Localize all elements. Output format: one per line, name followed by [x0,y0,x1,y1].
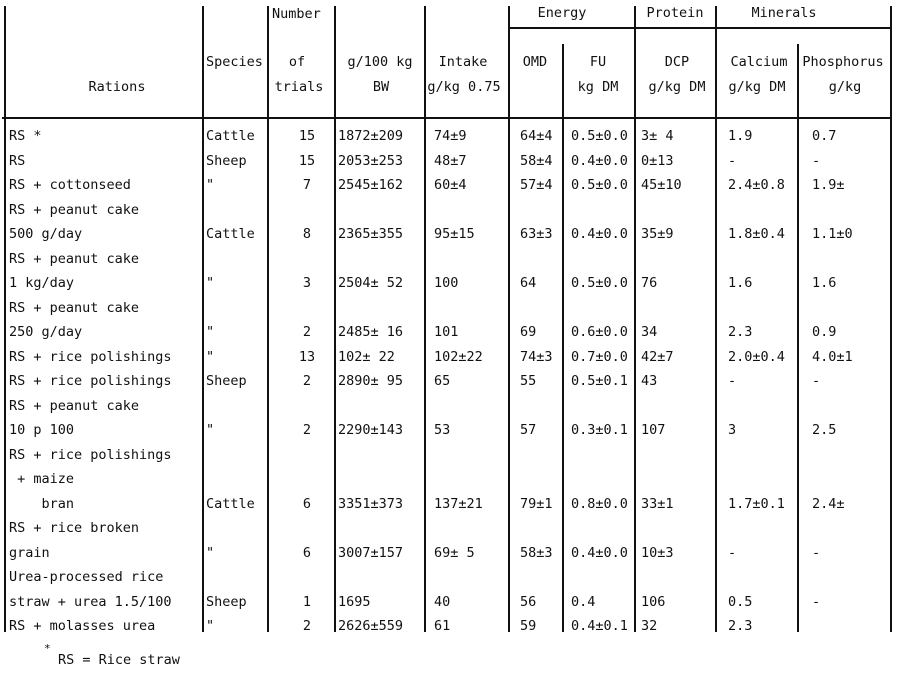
col-rule-fu [562,44,564,632]
cell-intake: 61 [434,618,451,634]
cell-dcp: 3± 4 [641,128,674,144]
cell-phosphorus: - [812,544,821,561]
cell-ration: RS + cottonseed [9,177,131,193]
cell-bw: 3007±157 [338,544,404,561]
cell-omd: 63±3 [520,226,553,242]
footnote-star: * [44,642,51,655]
header-fu-top: FU [589,54,607,70]
cell-species: Cattle [206,128,255,144]
cell-ration: 1 kg/day [9,275,75,291]
cell-ration: Urea-processed rice [9,569,164,585]
cell-bw: 2365±355 [338,226,404,242]
cell-species: " [206,324,215,340]
cell-trials: 2 [302,422,312,438]
cell-omd: 55 [520,373,537,389]
cell-intake: 101 [434,324,459,340]
header-omd: OMD [522,54,548,70]
cell-intake: 69± 5 [434,544,475,561]
cell-trials: 2 [302,324,312,340]
cell-ration: RS + rice polishings [9,373,172,389]
cell-intake: 53 [434,422,451,438]
cell-trials: 6 [302,544,312,561]
header-of: of [288,54,306,70]
cell-species: Cattle [206,495,255,512]
cell-phosphorus: 0.7 [812,128,837,144]
cell-calcium: 1.6 [728,275,753,291]
col-rule-species [202,6,204,632]
cell-intake: 100 [434,275,459,291]
header-bw-top: g/100 kg [347,54,413,70]
cell-species: " [206,177,215,193]
cell-trials: 15 [298,152,316,169]
cell-fu: 0.4±0.1 [571,618,628,634]
cell-phosphorus: 2.4± [812,495,845,512]
footnote-text: RS = Rice straw [58,652,180,668]
cell-bw: 3351±373 [338,495,404,512]
cell-calcium: - [728,544,737,561]
cell-bw: 2053±253 [338,152,404,169]
cell-fu: 0.7±0.0 [571,348,628,365]
cell-calcium: 2.3 [728,618,753,634]
cell-bw: 2290±143 [338,422,404,438]
cell-omd: 58±4 [520,152,553,169]
cell-ration: 10 p 100 [9,422,75,438]
cell-fu: 0.8±0.0 [571,495,628,512]
cell-trials: 1 [302,593,312,610]
cell-phosphorus: 4.0±1 [812,348,853,365]
cell-phosphorus: - [812,593,821,610]
header-calcium-bottom: g/kg DM [728,79,786,95]
cell-omd: 74±3 [520,348,553,365]
cell-bw: 102± 22 [338,348,395,365]
cell-omd: 57±4 [520,177,553,193]
col-rule-phosphorus [797,44,799,632]
cell-dcp: 0±13 [641,152,674,169]
cell-omd: 79±1 [520,495,553,512]
col-rule-trials [267,6,269,632]
cell-omd: 69 [520,324,537,340]
col-rule-right [890,6,892,632]
cell-bw: 2890± 95 [338,373,404,389]
cell-fu: 0.3±0.1 [571,422,628,438]
cell-intake: 48±7 [434,152,467,169]
cell-dcp: 34 [641,324,658,340]
cell-ration: grain [9,544,50,561]
cell-dcp: 35±9 [641,226,674,242]
header-dcp-bottom: g/kg DM [648,79,706,95]
cell-dcp: 43 [641,373,658,389]
header-fu-bottom: kg DM [577,79,619,95]
cell-omd: 64 [520,275,537,291]
cell-trials: 13 [298,348,316,365]
cell-dcp: 32 [641,618,658,634]
cell-dcp: 107 [641,422,666,438]
cell-ration: RS + rice broken [9,520,140,536]
cell-species: " [206,544,215,561]
cell-fu: 0.4±0.0 [571,544,628,561]
cell-fu: 0.5±0.0 [571,177,628,193]
cell-ration: RS [9,152,26,169]
header-calcium-top: Calcium [730,54,788,70]
cell-phosphorus: 0.9 [812,324,837,340]
cell-calcium: 2.0±0.4 [728,348,785,365]
cell-calcium: 0.5 [728,593,753,610]
cell-omd: 64±4 [520,128,553,144]
cell-fu: 0.5±0.0 [571,275,628,291]
cell-phosphorus: 1.6 [812,275,837,291]
energy-group-rule [510,27,890,29]
header-phosphorus-bottom: g/kg [828,79,862,95]
cell-intake: 95±15 [434,226,475,242]
cell-trials: 6 [302,495,312,512]
cell-ration: RS + peanut cake [9,250,140,267]
cell-intake: 40 [434,593,451,610]
cell-trials: 15 [298,128,316,144]
cell-omd: 56 [520,593,537,610]
cell-bw: 2626±559 [338,618,404,634]
col-rule-omd [508,6,510,632]
cell-bw: 1695 [338,593,371,610]
cell-fu: 0.5±0.1 [571,373,628,389]
cell-intake: 60±4 [434,177,467,193]
cell-trials: 3 [302,275,312,291]
col-rule-dcp [634,6,636,632]
header-energy: Energy [537,5,587,21]
cell-trials: 8 [302,226,312,242]
header-phosphorus-top: Phosphorus [802,54,884,70]
cell-bw: 2504± 52 [338,275,404,291]
cell-fu: 0.4±0.0 [571,152,628,169]
cell-trials: 7 [302,177,312,193]
cell-ration: RS + peanut cake [9,299,140,316]
cell-phosphorus: - [812,152,821,169]
cell-dcp: 10±3 [641,544,674,561]
cell-species: " [206,275,215,291]
cell-ration: RS + peanut cake [9,201,140,218]
cell-bw: 1872±209 [338,128,404,144]
cell-species: Sheep [206,373,247,389]
header-trials: trials [274,79,324,95]
cell-fu: 0.5±0.0 [571,128,628,144]
header-bw-bottom: BW [372,79,390,95]
header-species: Species [206,54,263,70]
cell-ration: RS + rice polishings [9,446,172,463]
cell-bw: 2485± 16 [338,324,404,340]
header-intake-top: Intake [438,54,488,70]
col-rule-bw [334,6,336,632]
cell-calcium: - [728,373,737,389]
cell-phosphorus: 1.9± [812,177,845,193]
header-bottom-rule [2,117,890,119]
cell-species: " [206,422,215,438]
col-rule-intake [424,6,426,632]
cell-intake: 74±9 [434,128,467,144]
cell-ration: straw + urea 1.5/100 [9,593,172,610]
cell-ration: RS + molasses urea [9,618,156,634]
cell-ration: bran [9,495,75,512]
cell-calcium: 2.3 [728,324,753,340]
cell-omd: 58±3 [520,544,553,561]
cell-species: " [206,348,215,365]
cell-fu: 0.4 [571,593,596,610]
header-intake-bottom: g/kg 0.75 [427,79,501,95]
cell-dcp: 42±7 [641,348,674,365]
cell-calcium: 1.7±0.1 [728,495,785,512]
cell-omd: 59 [520,618,537,634]
cell-phosphorus: - [812,373,821,389]
cell-calcium: 1.8±0.4 [728,226,785,242]
cell-calcium: 3 [728,422,737,438]
cell-calcium: 2.4±0.8 [728,177,785,193]
cell-ration: + maize [9,471,75,487]
cell-calcium: 1.9 [728,128,753,144]
cell-intake: 65 [434,373,451,389]
header-dcp-top: DCP [664,54,690,70]
cell-ration: 250 g/day [9,324,83,340]
cell-fu: 0.6±0.0 [571,324,628,340]
cell-species: " [206,618,215,634]
cell-ration: RS + peanut cake [9,397,140,414]
cell-trials: 2 [302,373,312,389]
cell-intake: 137±21 [434,495,483,512]
header-number: Number [272,6,321,22]
cell-ration: 500 g/day [9,226,83,242]
header-rations: Rations [88,79,146,95]
cell-species: Sheep [206,593,247,610]
col-rule-calcium [715,6,717,632]
cell-calcium: - [728,152,737,169]
cell-dcp: 45±10 [641,177,682,193]
col-rule-left [4,6,6,632]
cell-dcp: 106 [641,593,666,610]
cell-ration: RS + rice polishings [9,348,172,365]
cell-species: Cattle [206,226,255,242]
cell-dcp: 33±1 [641,495,674,512]
cell-ration: RS * [9,128,42,144]
cell-omd: 57 [520,422,537,438]
cell-phosphorus: 1.1±0 [812,226,853,242]
header-minerals: Minerals [751,5,817,21]
cell-trials: 2 [302,618,312,634]
cell-bw: 2545±162 [338,177,404,193]
cell-fu: 0.4±0.0 [571,226,628,242]
cell-dcp: 76 [641,275,658,291]
cell-phosphorus: 2.5 [812,422,837,438]
cell-species: Sheep [206,152,247,169]
header-protein: Protein [646,5,704,21]
cell-intake: 102±22 [434,348,483,365]
